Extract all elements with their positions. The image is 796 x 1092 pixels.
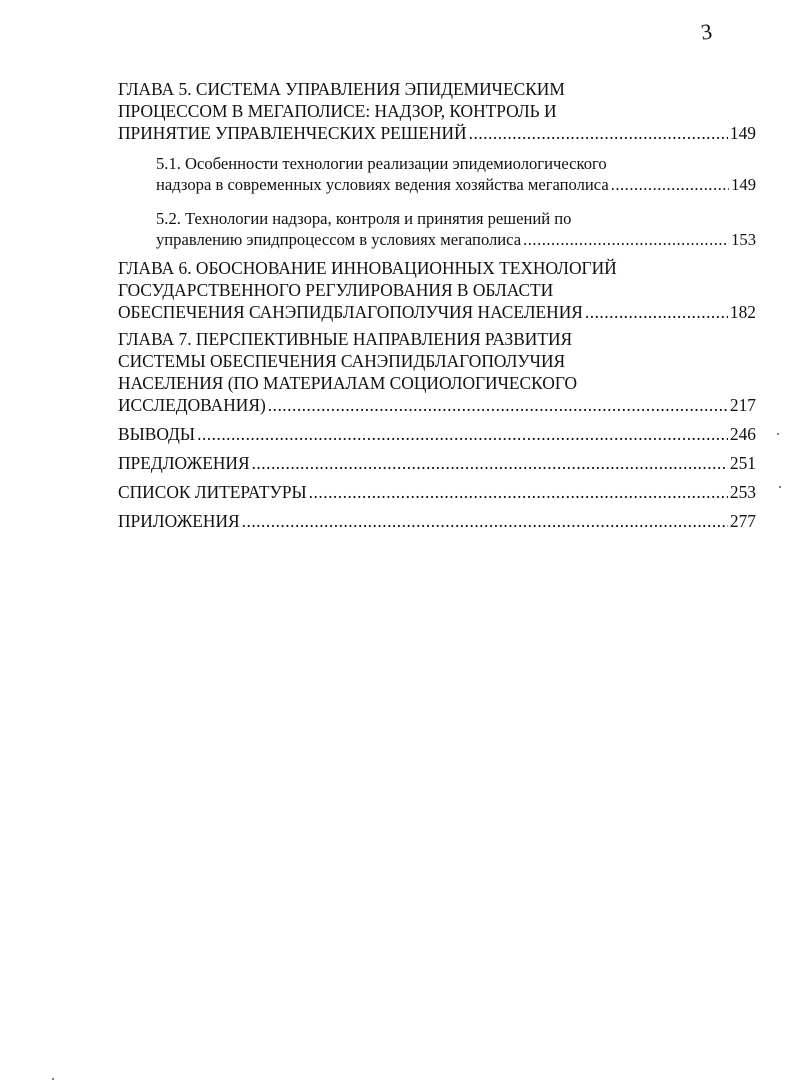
toc-entry-title-line: надзора в современных условиях ведения хозяйства мегаполиса	[156, 175, 609, 194]
toc-entry-appendices[interactable]	[118, 510, 756, 532]
toc-entry-title-line: 5.1. Особенности технологии реализации эпидемиологического	[156, 154, 607, 173]
toc-entry-section-5-2[interactable]	[156, 208, 756, 250]
toc-entry-chapter-6[interactable]	[118, 257, 756, 323]
toc-page-number: 217	[729, 395, 756, 415]
dot-leader	[268, 394, 728, 416]
dot-leader	[585, 301, 728, 323]
toc-entry-proposals[interactable]	[118, 452, 756, 474]
toc-entry-chapter-5[interactable]	[118, 78, 756, 144]
page-number: 3	[699, 18, 714, 45]
toc-entry-title-line: НАСЕЛЕНИЯ (ПО МАТЕРИАЛАМ СОЦИОЛОГИЧЕСКОГО	[118, 373, 578, 393]
toc-entry-title-line: ПРОЦЕССОМ В МЕГАПОЛИСЕ: НАДЗОР, КОНТРОЛЬ И	[118, 101, 557, 121]
toc-entry-title-line: 5.2. Технологии надзора, контроля и принятия решений по	[156, 209, 572, 228]
toc-entry-title-line: управлению эпидпроцессом в условиях мегаполиса	[156, 230, 522, 249]
toc-page-number: 149	[731, 175, 756, 194]
toc-entry-title-line: ГЛАВА 5. СИСТЕМА УПРАВЛЕНИЯ ЭПИДЕМИЧЕСКИМ	[118, 79, 565, 99]
table-of-contents	[118, 78, 756, 532]
toc-page-number: 251	[729, 453, 756, 473]
toc-page-number: 253	[729, 482, 756, 502]
toc-page-number: 149	[729, 123, 756, 143]
dot-leader	[242, 510, 728, 532]
toc-entry-section-5-1[interactable]	[156, 153, 756, 195]
toc-page-number: 153	[731, 230, 756, 249]
dot-leader	[252, 452, 728, 474]
toc-entry-title-line: ГОСУДАРСТВЕННОГО РЕГУЛИРОВАНИЯ В ОБЛАСТИ	[118, 280, 554, 300]
toc-page-number: 246	[729, 424, 756, 444]
toc-page-number: 277	[729, 511, 756, 531]
toc-entry-title-line: ИССЛЕДОВАНИЯ)	[118, 395, 266, 415]
scan-speck	[52, 1078, 54, 1080]
toc-entry-title-line: СПИСОК ЛИТЕРАТУРЫ	[118, 482, 307, 502]
toc-entry-title-line: СИСТЕМЫ ОБЕСПЕЧЕНИЯ САНЭПИДБЛАГОПОЛУЧИЯ	[118, 351, 566, 371]
toc-entry-title-line: ВЫВОДЫ	[118, 424, 196, 444]
dot-leader	[611, 174, 729, 195]
dot-leader	[469, 122, 728, 144]
toc-entry-title-line: ГЛАВА 6. ОБОСНОВАНИЕ ИННОВАЦИОННЫХ ТЕХНОЛОГИЙ	[118, 258, 617, 278]
dot-leader	[523, 229, 729, 250]
dot-leader	[309, 481, 728, 503]
scan-speck	[779, 486, 781, 488]
toc-entry-title-line: ОБЕСПЕЧЕНИЯ САНЭПИДБЛАГОПОЛУЧИЯ НАСЕЛЕНИЯ	[118, 302, 583, 322]
toc-page-number: 182	[729, 302, 756, 322]
toc-entry-title-line: ПРЕДЛОЖЕНИЯ	[118, 453, 250, 473]
dot-leader	[197, 423, 728, 445]
toc-entry-title-line: ПРИНЯТИЕ УПРАВЛЕНЧЕСКИХ РЕШЕНИЙ	[118, 123, 467, 143]
toc-entry-title-line: ПРИЛОЖЕНИЯ	[118, 511, 240, 531]
toc-entry-title-line: ГЛАВА 7. ПЕРСПЕКТИВНЫЕ НАПРАВЛЕНИЯ РАЗВИТИЯ	[118, 329, 573, 349]
toc-entry-conclusions[interactable]	[118, 423, 756, 445]
scan-speck	[777, 433, 779, 435]
toc-entry-references[interactable]	[118, 481, 756, 503]
toc-entry-chapter-7[interactable]	[118, 328, 756, 416]
